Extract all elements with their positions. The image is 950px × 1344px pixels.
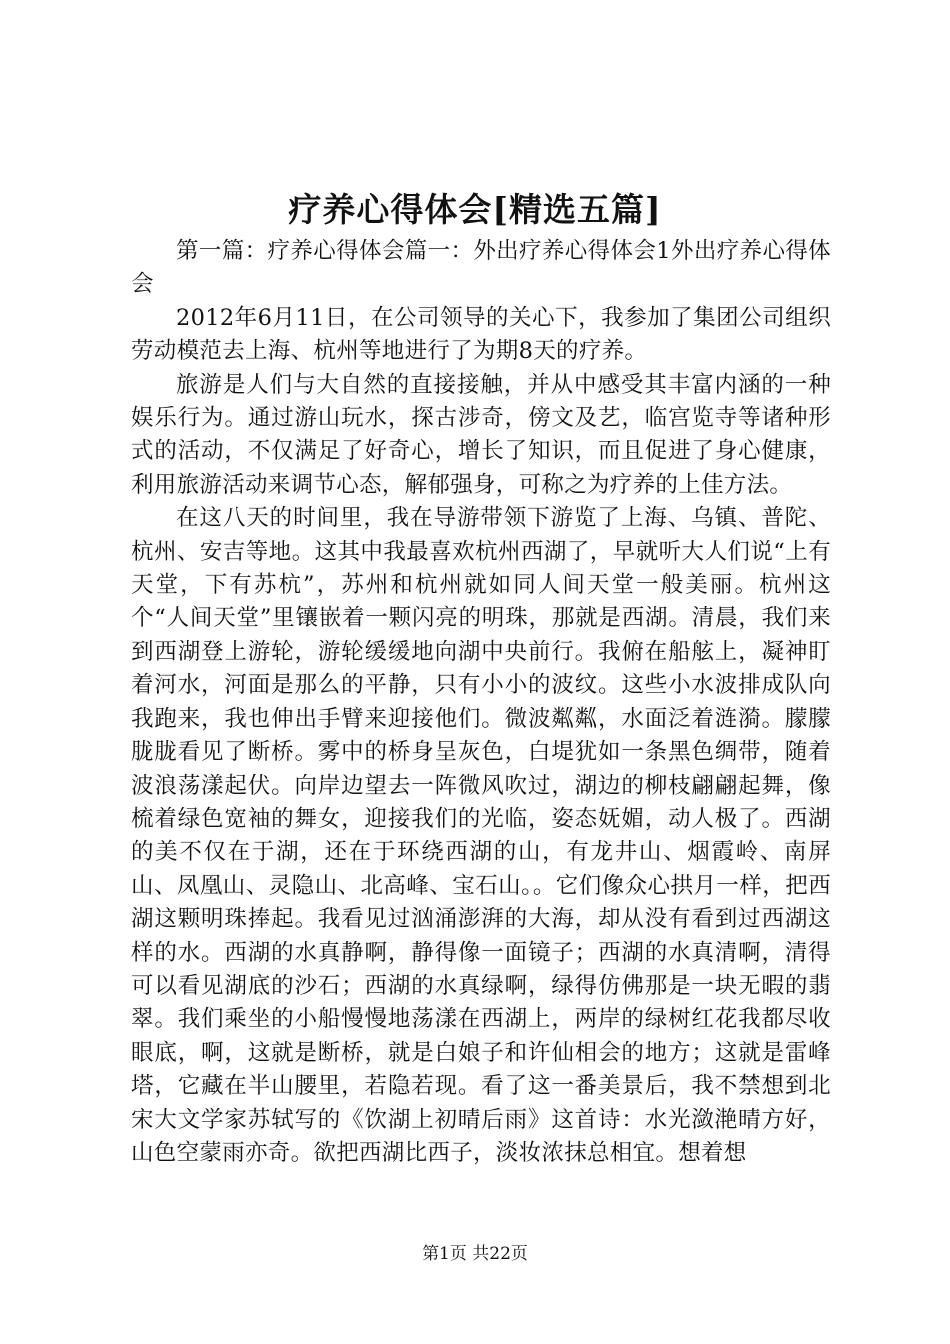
paragraph-travel: 旅游是人们与大自然的直接接触，并从中感受其丰富内涵的一种娱乐行为。通过游山玩水，探古涉奇，傍文及艺，临宫览寺等诸种形式的活动，不仅满足了好奇心，增长了知识，而且促进了身心健康，利用旅游活动来调节心态，解郁强身，可称之为疗养的上佳方法。 (131, 371, 831, 498)
page-number: 第1页 共22页 (422, 1244, 528, 1264)
document-body (131, 235, 831, 1170)
paragraph-heading: 第一篇：疗养心得体会篇一：外出疗养心得体会1外出疗养心得体会 (131, 238, 831, 298)
document-title: 疗养心得体会[精选五篇] (288, 190, 662, 229)
paragraph-intro: 2012年6月11日，在公司领导的关心下，我参加了集团公司组织劳动模范去上海、杭州等地进行了为期8天的疗养。 (131, 304, 831, 365)
paragraph-west-lake: 在这八天的时间里，我在导游带领下游览了上海、乌镇、普陀、杭州、安吉等地。这其中我最喜欢杭州西湖了，早就听大人们说“上有天堂，下有苏杭”，苏州和杭州就如同人间天堂一般美丽。杭州这个“人间天堂”里镶嵌着一颗闪亮的明珠，那就是西湖。清晨，我们来到西湖登上游轮，游轮缓缓地向湖中央前行。我俯在船舷上，凝神盯着河水，河面是那么的平静，只有小小的波纹。这些小水波排成队向我跑来，我也伸出手臂来迎接他们。微波粼粼，水面泛着涟漪。朦朦胧胧看见了断桥。雾中的桥身呈灰色，白堤犹如一条黑色绸带，随着波浪荡漾起伏。向岸边望去一阵微风吹过，湖边的柳枝翩翩起舞，像梳着绿色宽袖的舞女，迎接我们的光临，姿态妩媚，动人极了。西湖的美不仅在于湖，还在于环绕西湖的山，有龙井山、烟霞岭、南屏山、凤凰山、灵隐山、北高峰、宝石山。。它们像众心拱月一样，把西湖这颗明珠捧起。我看见过汹涌澎湃的大海，却从没有看到过西湖这样的水。西湖的水真静啊，静得像一面镜子；西湖的水真清啊，清得可以看见湖底的沙石；西湖的水真绿啊，绿得仿佛那是一块无暇的翡翠。我们乘坐的小船慢慢地荡漾在西湖上，两岸的绿树红花我都尽收眼底，啊，这就是断桥，就是白娘子和许仙相会的地方；这就是雷峰塔，它藏在半山腰里，若隐若现。看了这一番美景后，我不禁想到北宋大文学家苏轼写的《饮湖上初晴后雨》这首诗：水光潋滟晴方好，山色空蒙雨亦奇。欲把西湖比西子，淡妆浓抹总相宜。想着想 (131, 505, 831, 1166)
